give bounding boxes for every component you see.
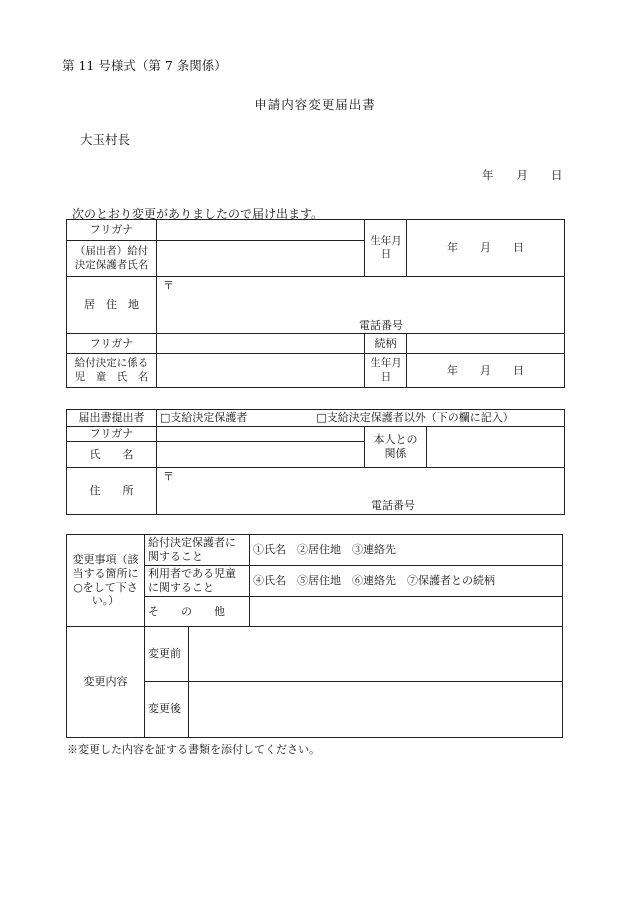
relation-to-person-field[interactable] xyxy=(427,427,565,468)
footnote: ※変更した内容を証する書類を添付してください。 xyxy=(67,743,320,756)
applicant-name-label: （届出者）給付決定保護者氏名 xyxy=(67,241,157,277)
submitter-address-field[interactable] xyxy=(157,468,565,515)
address-field[interactable] xyxy=(157,277,565,334)
child-label: 利用者である児童に関すること xyxy=(145,566,250,597)
option-other[interactable]: □支給決定保護者以外（下の欄に記入） xyxy=(316,411,514,425)
phone-label-2: 電話番号 xyxy=(371,499,415,512)
postal-mark: 〒 xyxy=(163,279,174,292)
submitter-label: 届出書提出者 xyxy=(67,410,157,427)
submitter-furigana-field[interactable] xyxy=(157,427,365,442)
postal-mark-2: 〒 xyxy=(163,470,174,483)
after-field[interactable] xyxy=(189,682,563,738)
before-label: 変更前 xyxy=(145,627,189,682)
birth-date-field[interactable]: 年 月 日 xyxy=(407,220,565,277)
relation-label: 続柄 xyxy=(365,334,407,354)
addressee: 大玉村長 xyxy=(80,132,131,147)
phone-label: 電話番号 xyxy=(359,319,403,332)
guardian-options[interactable]: ①氏名 ②居住地 ③連絡先 xyxy=(250,535,563,566)
relation-to-person-label: 本人との関係 xyxy=(365,427,427,468)
address-label: 居 住 地 xyxy=(67,277,157,334)
submission-date[interactable]: 年 月 日 xyxy=(482,168,563,182)
submitter-address-label: 住 所 xyxy=(67,468,157,515)
submitter-name-field[interactable] xyxy=(157,442,365,468)
child-furigana-label: フリガナ xyxy=(67,334,157,354)
intro-text: 次のとおり変更がありましたので届け出ます。 xyxy=(72,207,324,221)
relation-field[interactable] xyxy=(407,334,565,354)
other-field[interactable] xyxy=(250,597,563,627)
submitter-name-label: 氏 名 xyxy=(67,442,157,468)
child-furigana-field[interactable] xyxy=(157,334,365,354)
guardian-label: 給付決定保護者に関すること xyxy=(145,535,250,566)
child-name-label: 給付決定に係る児 童 氏 名 xyxy=(67,354,157,388)
change-items-label: 変更事項（該当する箇所に○をして下さい。） xyxy=(67,535,145,627)
applicant-name-field[interactable] xyxy=(157,241,365,277)
after-label: 変更後 xyxy=(145,682,189,738)
submitter-options xyxy=(157,410,565,427)
furigana-field[interactable] xyxy=(157,220,365,241)
change-table xyxy=(66,534,563,738)
submitter-table xyxy=(66,409,565,515)
child-birth-date-field[interactable]: 年 月 日 xyxy=(407,354,565,388)
change-content-label: 変更内容 xyxy=(67,627,145,738)
child-birth-label: 生年月日 xyxy=(365,354,407,388)
document-title: 申請内容変更届出書 xyxy=(254,97,376,112)
birth-label: 生年月日 xyxy=(365,220,407,277)
applicant-table xyxy=(66,219,565,388)
furigana-label: フリガナ xyxy=(67,220,157,241)
before-field[interactable] xyxy=(189,627,563,682)
option-guardian[interactable]: □支給決定保護者 xyxy=(160,411,248,425)
submitter-furigana-label: フリガナ xyxy=(67,427,157,442)
child-name-field[interactable] xyxy=(157,354,365,388)
form-number: 第 11 号様式（第 7 条関係） xyxy=(62,58,227,73)
child-options[interactable]: ④氏名 ⑤居住地 ⑥連絡先 ⑦保護者との続柄 xyxy=(250,566,563,597)
other-label: そ の 他 xyxy=(145,597,250,627)
